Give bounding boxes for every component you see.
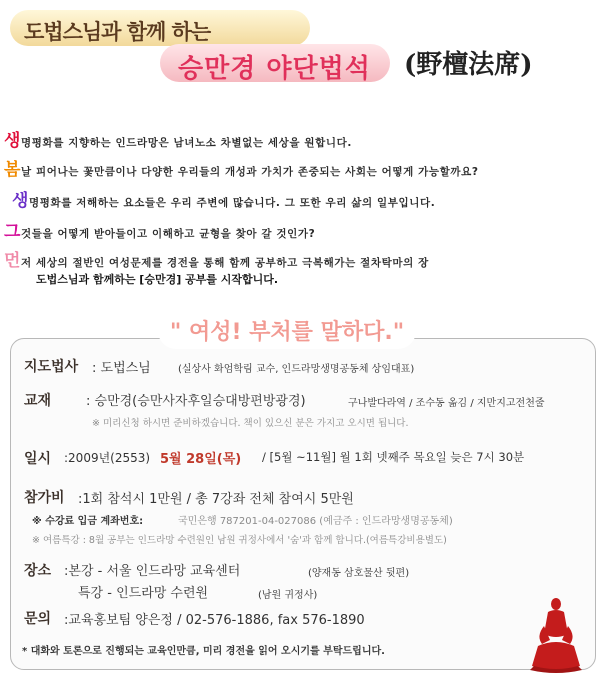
banner	[158, 313, 416, 349]
acrostic-text: 것들을 어떻게 받아들이고 이해하고 균형을 찾아 갈 것인가?	[21, 228, 316, 240]
acrostic-text: 날 피어나는 꽃만큼이나 다양한 우리들의 개성과 가치가 존중되는 사회는 어떻게 가능할까요?	[21, 166, 479, 178]
title-hanja: (野檀法席)	[404, 50, 533, 80]
intro-text: 도법스님과 함께하는 [승만경] 공부를 시작합니다.	[36, 273, 279, 286]
textbook-sub: 구나발다라역 / 조수동 옮김 / 지만지고전천줄	[348, 398, 545, 409]
textbook-value: : 승만경(승만사자후일승대방편방광경)	[86, 394, 306, 409]
acrostic-line	[4, 126, 352, 151]
footer-note: * 대화와 토론으로 진행되는 교육인만큼, 미리 경전을 읽어 오시기를 부탁드립니다.	[22, 646, 385, 657]
acrostic-initial: 그	[4, 222, 22, 242]
place-label: 장소	[24, 563, 52, 579]
teacher-sub: (실상사 화엄학림 교수, 인드라망생명공동체 상임대표)	[178, 364, 415, 375]
acrostic-text: 저 세상의 절반인 여성문제를 경전을 통해 함께 공부하고 극복해가는 절차탁마의 장	[21, 257, 429, 269]
schedule-label: 일시	[24, 451, 52, 467]
banner-text: " 여성! 부처를 말하다."	[169, 320, 405, 345]
teacher-label: 지도법사	[24, 359, 79, 375]
textbook-label: 교재	[24, 393, 52, 409]
schedule-rest: / [5월 ~11월] 월 1회 넷째주 목요일 늦은 7시 30분	[262, 450, 525, 464]
contact-label: 문의	[24, 611, 52, 627]
acrostic-initial: 생	[4, 131, 22, 151]
fee-label: 참가비	[24, 490, 65, 506]
title-pill-2	[160, 44, 390, 82]
acrostic-initial: 봄	[4, 160, 22, 180]
fee-account-label: ※ 수강료 입금 계좌번호:	[32, 516, 144, 527]
fee-value: :1회 참석시 1만원 / 총 7강좌 전체 참여시 5만원	[78, 492, 354, 507]
schedule-date: 5월 28일(목)	[160, 452, 242, 467]
place-main: :본강 - 서울 인드라망 교육센터	[64, 564, 241, 579]
title-pill-1	[10, 10, 310, 46]
teacher-value: : 도법스님	[92, 361, 151, 376]
fee-account: 국민은행 787201-04-027086 (예금주 : 인드라망생명공동체)	[178, 516, 453, 527]
place-special: 특강 - 인드라망 수련원	[78, 586, 209, 601]
schedule-prefix: :2009년(2553)	[64, 451, 151, 465]
textbook-note: ※ 미리신청 하시면 준비하겠습니다. 책이 있으신 분은 가지고 오시면 됩니다.	[92, 418, 409, 429]
acrostic-line	[4, 246, 429, 271]
title-line2: 승만경 야단법석	[178, 54, 371, 84]
acrostic-text: 명평화를 지향하는 인드라망은 남녀노소 차별없는 세상을 원합니다.	[21, 137, 352, 149]
seated-meditating-figure-icon	[528, 596, 584, 674]
fee-special: ※ 여름특강 : 8월 공부는 인드라망 수련원인 남원 귀정사에서 '숨'과 함께 합니다.(여름특강비용별도)	[32, 535, 447, 546]
place-special-sub: (남원 귀정사)	[258, 590, 318, 601]
place-main-sub: (양재동 삼호물산 뒷편)	[308, 568, 410, 579]
acrostic-line	[12, 186, 435, 211]
acrostic-line	[4, 155, 479, 180]
title-line1: 도법스님과 함께 하는	[24, 20, 211, 44]
acrostic-text: 명평화를 저해하는 요소들은 우리 주변에 많습니다. 그 또한 우리 삶의 일부입니다.	[29, 197, 436, 209]
acrostic-line	[4, 217, 315, 242]
acrostic-initial: 먼	[4, 251, 22, 271]
contact-value: :교육홍보팀 양은정 / 02-576-1886, fax 576-1890	[64, 613, 365, 628]
acrostic-initial: 생	[12, 191, 30, 211]
